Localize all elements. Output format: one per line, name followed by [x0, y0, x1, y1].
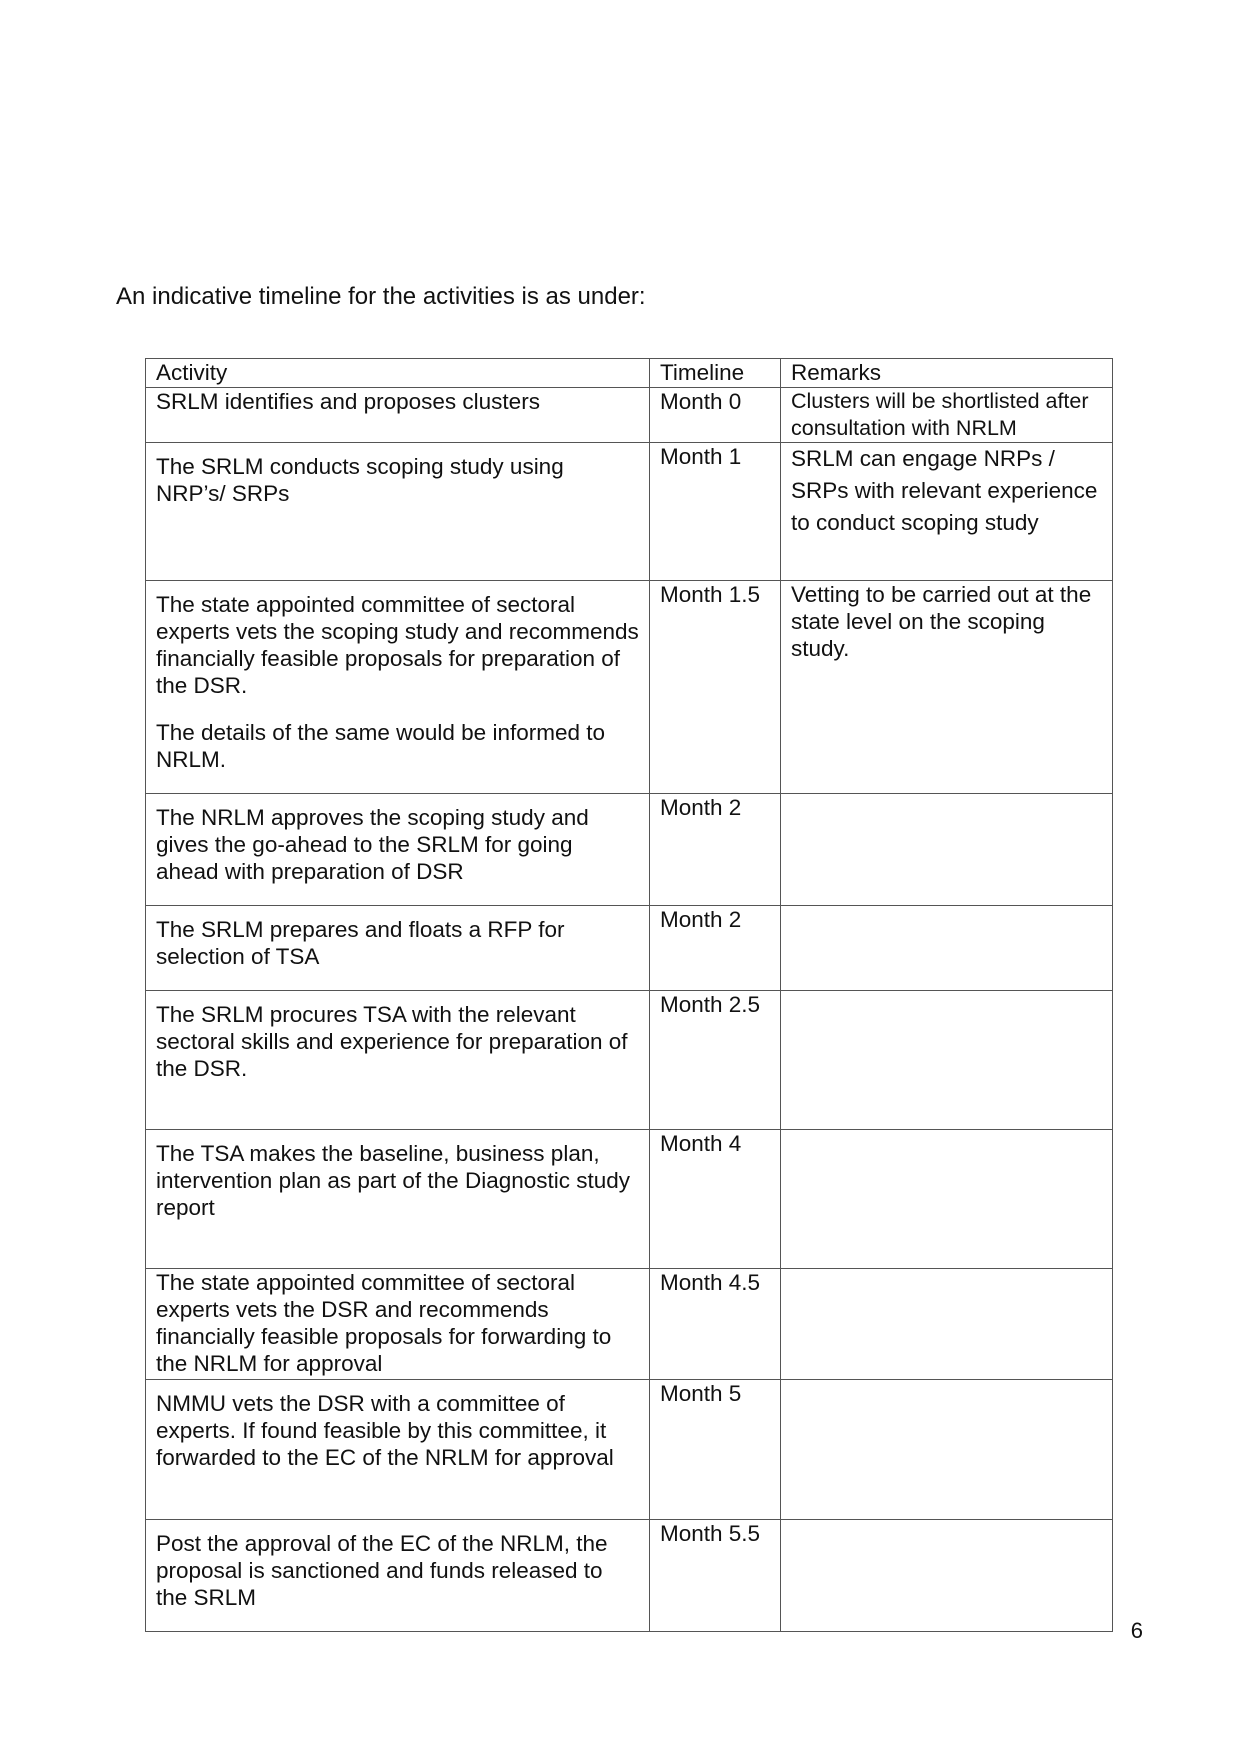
activity-cell: [146, 1269, 650, 1380]
activity-cell: [146, 581, 650, 794]
timeline-cell: Month 2.5: [650, 991, 781, 1130]
intro-text: An indicative timeline for the activities is as under:: [116, 283, 646, 310]
table-row: [146, 1380, 1113, 1520]
timeline-cell: Month 5: [650, 1380, 781, 1520]
activity-cell: [146, 906, 650, 991]
timeline-cell: Month 4.5: [650, 1269, 781, 1380]
remarks-cell: [781, 1130, 1113, 1269]
timeline-cell: Month 2: [650, 906, 781, 991]
timeline-cell: Month 5.5: [650, 1520, 781, 1632]
table-row: [146, 1269, 1113, 1380]
remarks-cell: Clusters will be shortlisted after consultation with NRLM: [781, 388, 1113, 443]
activity-text: The NRLM approves the scoping study and gives the go-ahead to the SRLM for going ahead with preparation of DSR: [156, 805, 589, 884]
table-row: [146, 1130, 1113, 1269]
activity-cell: [146, 1380, 650, 1520]
remarks-cell: [781, 1520, 1113, 1632]
table-row: [146, 906, 1113, 991]
activity-text: The SRLM prepares and floats a RFP for selection of TSA: [156, 917, 565, 969]
remarks-cell: [781, 1380, 1113, 1520]
header-remarks: Remarks: [781, 359, 1113, 388]
remarks-cell: Vetting to be carried out at the state level on the scoping study.: [781, 581, 1113, 794]
activity-text: The TSA makes the baseline, business plan, intervention plan as part of the Diagnostic study report: [156, 1141, 631, 1220]
activity-text: SRLM identifies and proposes clusters: [156, 389, 540, 414]
activity-cell: [146, 388, 650, 443]
header-activity: Activity: [146, 359, 650, 388]
activity-text: The details of the same would be informed to NRLM.: [156, 720, 606, 772]
table-row: [146, 794, 1113, 906]
header-timeline: Timeline: [650, 359, 781, 388]
activity-text: The state appointed committee of sectoral experts vets the scoping study and recommends financially feasible proposals for preparation of the DSR.: [156, 592, 639, 698]
activity-text: The SRLM procures TSA with the relevant sectoral skills and experience for preparation of the DSR.: [156, 1002, 628, 1081]
activity-text: The SRLM conducts scoping study using NRP’s/ SRPs: [156, 454, 564, 506]
timeline-table: [145, 358, 1113, 1632]
activity-cell: [146, 1520, 650, 1632]
remarks-cell: [781, 794, 1113, 906]
table-row: [146, 388, 1113, 443]
remarks-cell: [781, 906, 1113, 991]
table-row: [146, 991, 1113, 1130]
table-header-row: [146, 359, 1113, 388]
activity-text: Post the approval of the EC of the NRLM, the proposal is sanctioned and funds released to the SRLM: [156, 1531, 608, 1610]
remarks-cell: [781, 1269, 1113, 1380]
remarks-cell: [781, 991, 1113, 1130]
timeline-cell: Month 0: [650, 388, 781, 443]
table-row: [146, 581, 1113, 794]
table-row: [146, 443, 1113, 581]
activity-cell: [146, 443, 650, 581]
remarks-cell: SRLM can engage NRPs / SRPs with relevant experience to conduct scoping study: [781, 443, 1113, 581]
page-number: 6: [1130, 1618, 1143, 1643]
timeline-cell: Month 4: [650, 1130, 781, 1269]
activity-text: The state appointed committee of sectoral experts vets the DSR and recommends financially feasible proposals for forwarding to the NRLM for approval: [156, 1270, 612, 1376]
activity-cell: [146, 794, 650, 906]
timeline-cell: Month 1.5: [650, 581, 781, 794]
table-row: [146, 1520, 1113, 1632]
timeline-cell: Month 2: [650, 794, 781, 906]
activity-cell: [146, 1130, 650, 1269]
timeline-cell: Month 1: [650, 443, 781, 581]
activity-text: NMMU vets the DSR with a committee of experts. If found feasible by this committee, it forwarded to the EC of the NRLM for approval: [156, 1391, 614, 1470]
activity-cell: [146, 991, 650, 1130]
